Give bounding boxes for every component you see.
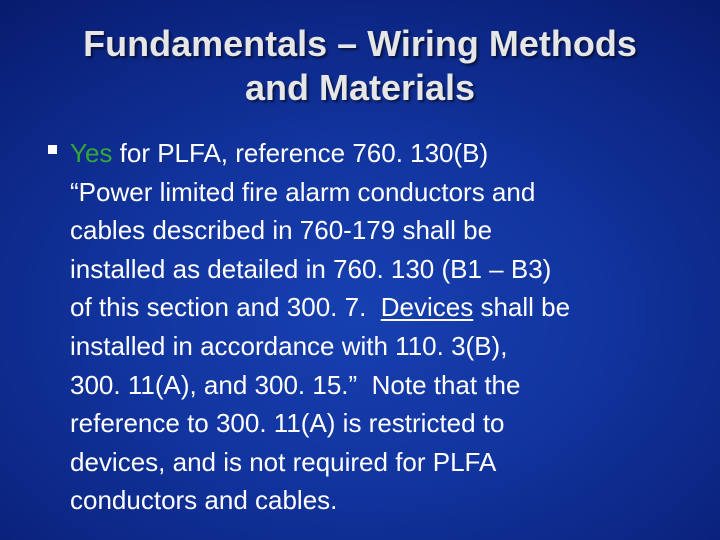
- bullet-line-4: installed as detailed in 760. 130 (B1 – B3): [70, 253, 552, 284]
- bullet-line-9: devices, and is not required for PLFA: [70, 446, 497, 477]
- bullet-line-10: conductors and cables.: [70, 485, 338, 516]
- slide-title-line-1: Fundamentals – Wiring Methods: [83, 23, 637, 64]
- bullet-line-3: cables described in 760-179 shall be: [70, 215, 493, 246]
- bullet-line-5: [70, 288, 708, 327]
- slide-title: [20, 22, 700, 110]
- bullet-line-5-pre: of this section and 300. 7.: [70, 292, 381, 323]
- list-item: [48, 134, 708, 520]
- bullet-line-8: reference to 300. 11(A) is restricted to: [70, 408, 505, 439]
- slide-title-line-2: and Materials: [244, 67, 476, 108]
- bullet-list: [48, 134, 708, 520]
- bullet-line-7: 300. 11(A), and 300. 15.” Note that the: [70, 369, 521, 400]
- yes-highlight: Yes: [70, 138, 113, 168]
- bullet-line-5-post: shall be: [473, 292, 571, 323]
- bullet-line-1-rest: for PLFA, reference 760. 130(B): [112, 138, 489, 168]
- bullet-text: [70, 134, 708, 520]
- bullet-line-2: “Power limited fire alarm conductors and: [70, 176, 536, 207]
- square-bullet-icon: [48, 145, 57, 154]
- bullet-line-1: [70, 134, 708, 173]
- devices-underlined: Devices: [380, 292, 474, 323]
- bullet-line-6: installed in accordance with 110. 3(B),: [70, 330, 508, 361]
